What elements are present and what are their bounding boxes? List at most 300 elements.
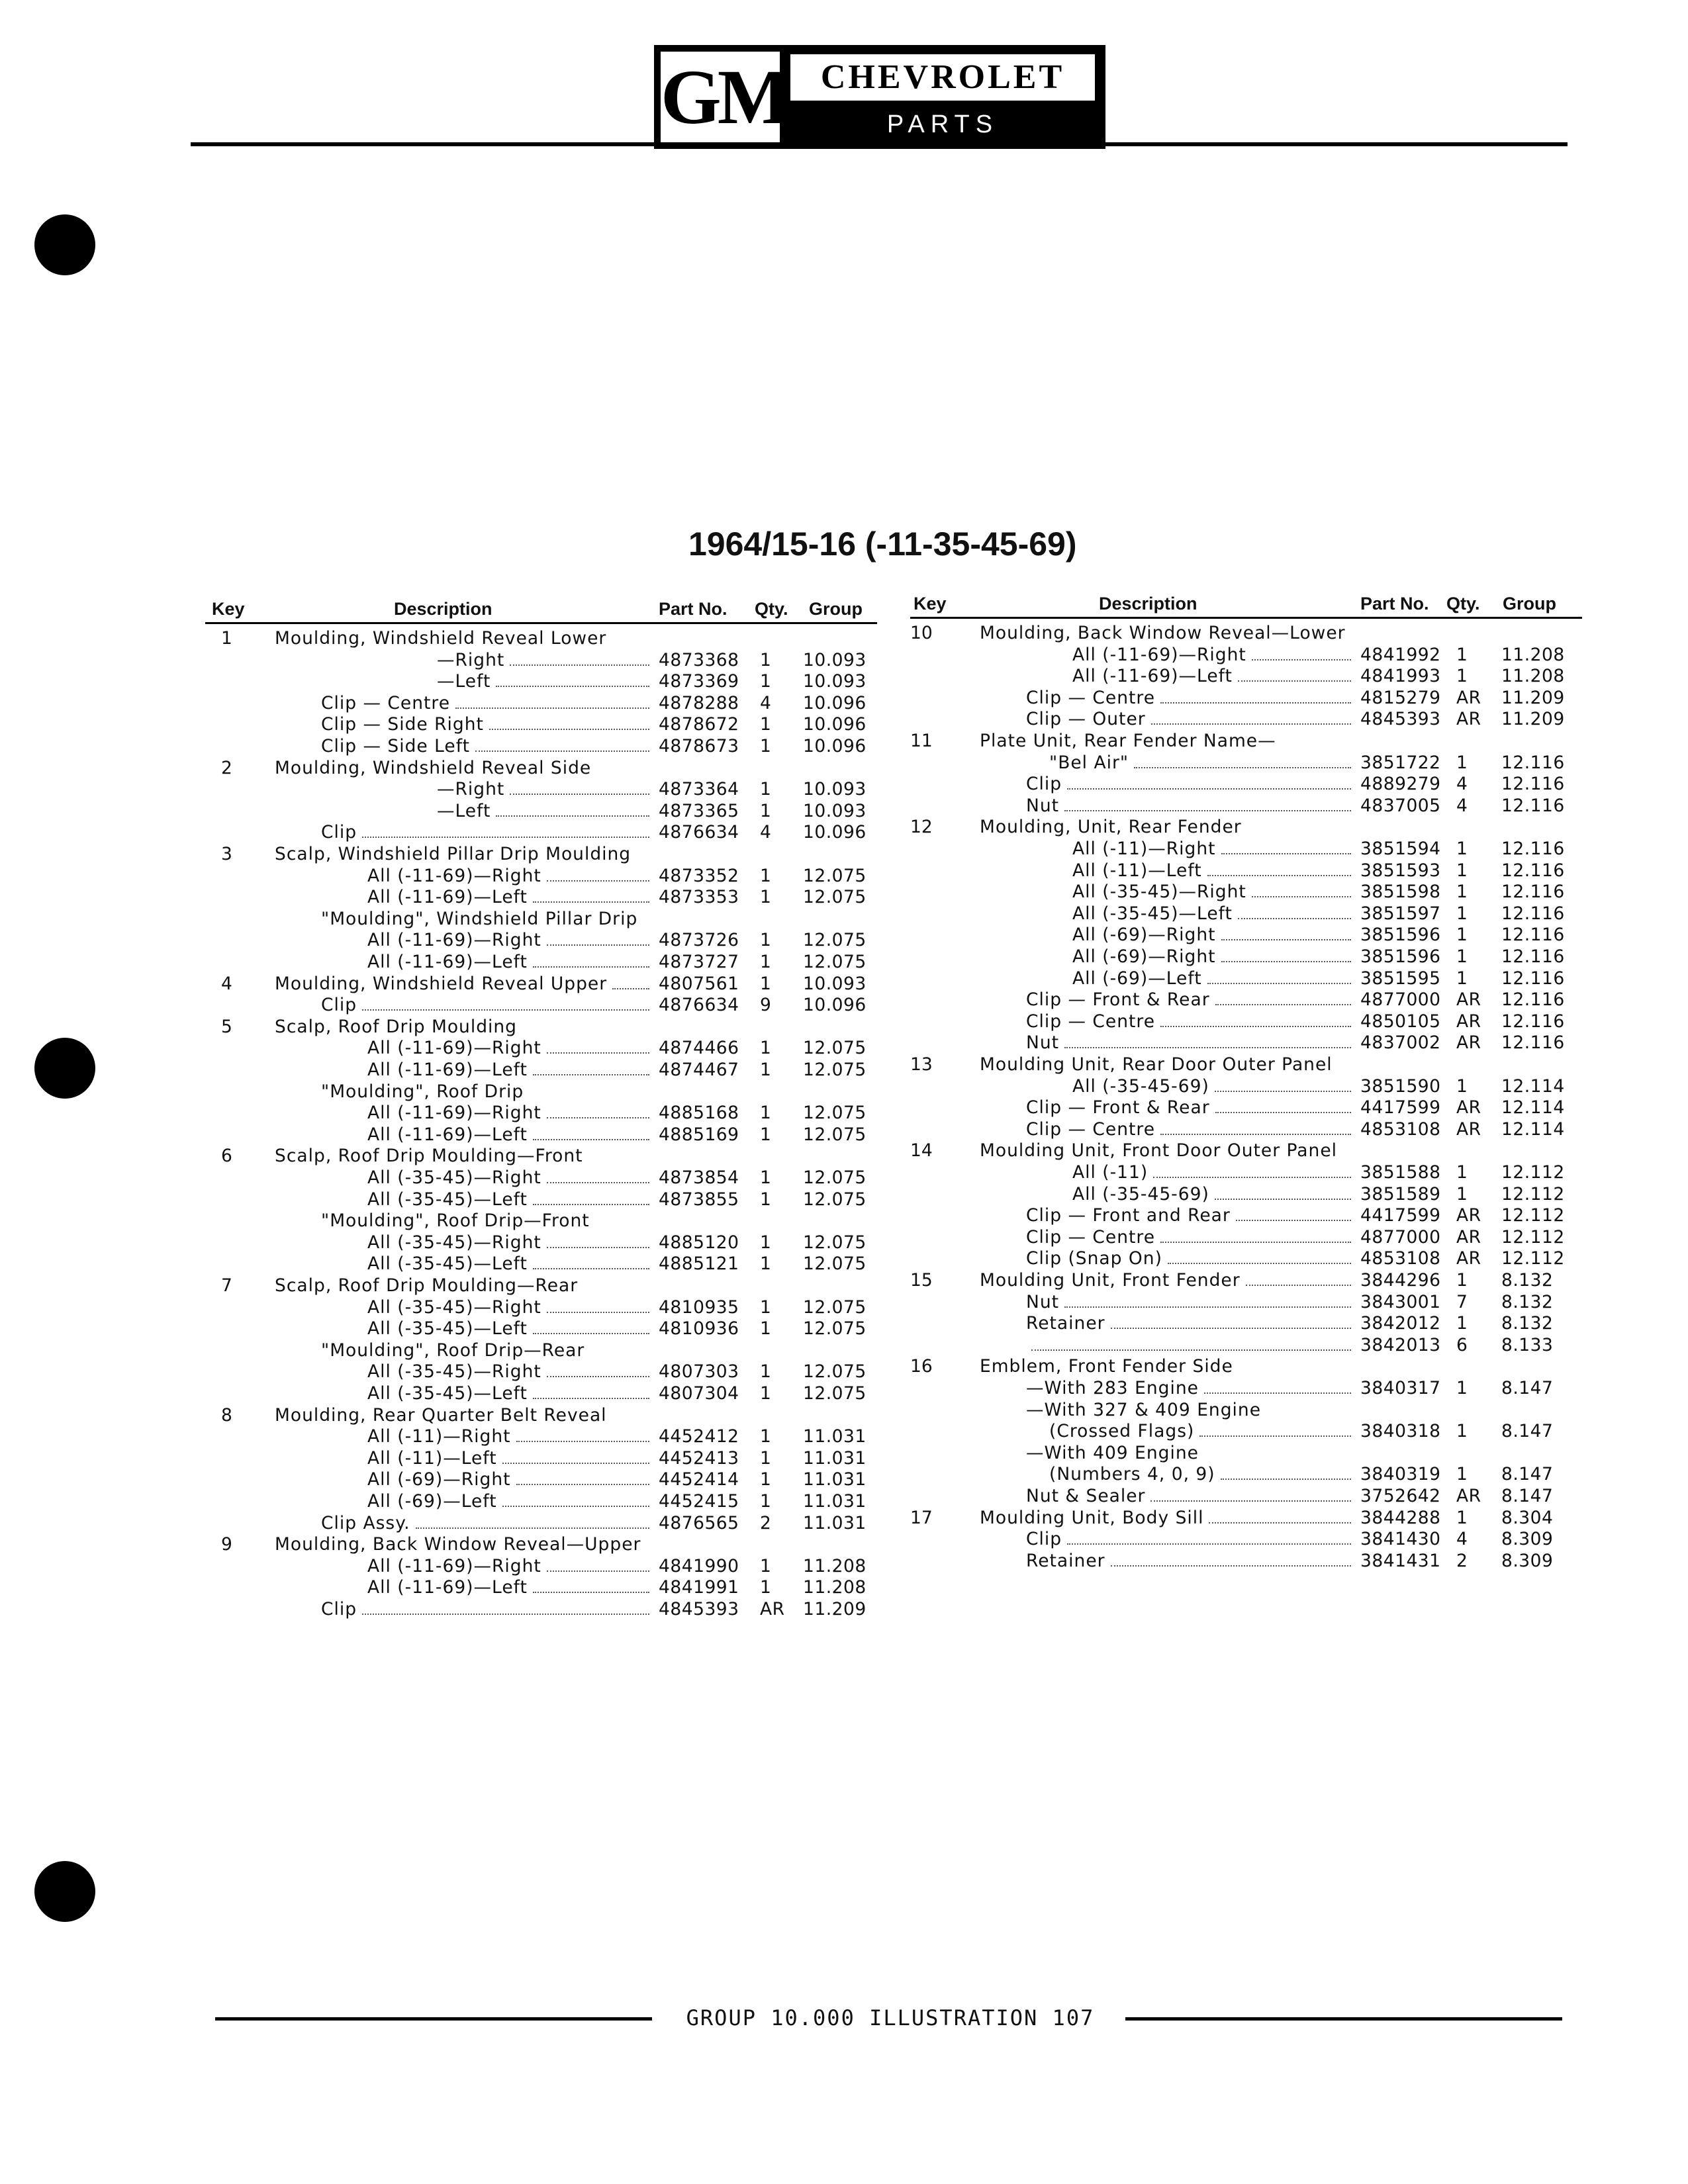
part-number: 4877000 <box>1360 1226 1441 1248</box>
table-row <box>205 1599 877 1620</box>
item-description: All (-35-45)—Right <box>1072 882 1246 903</box>
quantity: 1 <box>1456 925 1468 946</box>
table-row <box>910 1292 1582 1313</box>
table-row <box>910 752 1582 774</box>
leader-dots <box>1111 1551 1351 1567</box>
table-row <box>205 1146 877 1167</box>
table-row <box>205 758 877 779</box>
quantity: 1 <box>760 649 772 670</box>
table-row <box>205 1124 877 1146</box>
header-part-no: Part No. <box>659 599 727 619</box>
table-row <box>910 645 1582 666</box>
leader-dots <box>1067 1529 1351 1545</box>
leader-dots <box>516 1426 649 1442</box>
quantity: 1 <box>1456 1421 1468 1442</box>
part-number: 4452414 <box>659 1469 739 1490</box>
leader-dots <box>533 1577 649 1593</box>
quantity: 1 <box>1456 666 1468 687</box>
leader-dots <box>1221 946 1351 962</box>
leader-dots <box>547 1232 649 1248</box>
table-row <box>205 1060 877 1081</box>
footer-rule-right <box>1125 2017 1562 2021</box>
item-description: Clip — Side Left <box>321 736 470 756</box>
quantity: AR <box>1456 709 1481 730</box>
leader-dots <box>1064 1032 1351 1048</box>
table-row <box>910 968 1582 989</box>
leader-dots <box>1151 709 1351 725</box>
item-description: All (-11)—Right <box>1072 839 1216 859</box>
table-row <box>205 1318 877 1340</box>
table-row <box>910 1421 1582 1442</box>
part-number: 4873352 <box>659 865 739 886</box>
group-number: 8.304 <box>1501 1507 1554 1528</box>
group-number: 12.075 <box>803 930 867 951</box>
quantity: 7 <box>1456 1291 1468 1312</box>
quantity: AR <box>1456 1486 1481 1506</box>
table-row <box>205 995 877 1016</box>
item-description: All (-11-69)—Right <box>367 930 541 951</box>
group-number: 12.112 <box>1501 1183 1565 1205</box>
table-row <box>910 709 1582 730</box>
group-number: 12.116 <box>1501 752 1565 773</box>
part-number: 4873368 <box>659 649 739 670</box>
item-description: Clip — Centre <box>1026 1226 1156 1248</box>
group-number: 12.116 <box>1501 989 1565 1011</box>
part-number: 4810936 <box>659 1318 739 1340</box>
group-number: 11.031 <box>803 1491 867 1512</box>
leader-dots <box>1246 1270 1351 1286</box>
item-description: All (-35-45)—Left <box>367 1189 528 1210</box>
group-number: 11.208 <box>1501 666 1565 687</box>
item-description: All (-35-45)—Left <box>1072 903 1233 924</box>
table-row <box>205 1405 877 1426</box>
part-number: 4873364 <box>659 779 739 800</box>
part-number: 4873369 <box>659 671 739 692</box>
table-row <box>205 1469 877 1490</box>
leader-dots <box>533 1318 649 1334</box>
group-number: 10.093 <box>803 671 867 692</box>
group-number: 12.075 <box>803 1361 867 1383</box>
item-key: 11 <box>910 731 933 751</box>
table-row <box>205 1210 877 1232</box>
table-row <box>910 1400 1582 1421</box>
item-description: All (-69)—Right <box>1072 925 1216 946</box>
leader-dots <box>533 887 649 903</box>
table-row <box>205 1534 877 1555</box>
item-description: —With 327 & 409 Engine <box>1026 1399 1262 1420</box>
part-number: 4873365 <box>659 800 739 821</box>
part-number: 4876565 <box>659 1512 739 1533</box>
leader-dots <box>1252 645 1351 660</box>
table-row <box>205 974 877 995</box>
table-row <box>910 623 1582 644</box>
leader-dots <box>1209 1508 1351 1524</box>
quantity: 4 <box>1456 795 1468 816</box>
quantity: 1 <box>760 1060 772 1080</box>
item-description: Moulding, Windshield Reveal Lower <box>275 628 607 649</box>
part-number: 4878672 <box>659 714 739 735</box>
leader-dots <box>1168 1248 1351 1264</box>
leader-dots <box>1238 903 1351 919</box>
item-key: 9 <box>221 1534 232 1555</box>
header-group: Group <box>809 599 863 619</box>
table-body <box>205 624 877 1617</box>
item-description: Moulding, Windshield Reveal Side <box>275 757 592 778</box>
leader-dots <box>1064 796 1351 811</box>
item-description: Scalp, Roof Drip Moulding <box>275 1016 518 1037</box>
group-number: 8.132 <box>1501 1313 1554 1334</box>
part-number: 3840317 <box>1360 1378 1441 1398</box>
table-row <box>205 779 877 800</box>
quantity: 1 <box>760 952 772 972</box>
quantity: 1 <box>760 714 772 735</box>
group-number: 8.309 <box>1501 1529 1554 1550</box>
leader-dots <box>489 714 649 730</box>
part-number: 3851593 <box>1360 860 1441 881</box>
quantity: 1 <box>760 1361 772 1383</box>
leader-dots <box>362 822 649 838</box>
part-number: 3842013 <box>1360 1334 1441 1355</box>
leader-dots <box>547 1167 649 1183</box>
leader-dots <box>547 1361 649 1377</box>
group-number: 12.112 <box>1501 1205 1565 1226</box>
header-qty: Qty. <box>1446 594 1480 614</box>
table-row <box>910 1443 1582 1464</box>
part-number: 4874467 <box>659 1060 739 1080</box>
part-number: 3851722 <box>1360 752 1441 773</box>
part-number: 4807561 <box>659 973 739 994</box>
part-number: 3841431 <box>1360 1550 1441 1571</box>
group-number: 12.114 <box>1501 1097 1565 1118</box>
part-number: 3841430 <box>1360 1529 1441 1550</box>
quantity: 1 <box>1456 1313 1468 1334</box>
table-row <box>910 1508 1582 1529</box>
quantity: 1 <box>760 1232 772 1253</box>
item-description: All (-35-45)—Right <box>367 1167 541 1188</box>
quantity: AR <box>1456 1118 1481 1140</box>
part-number: 4878288 <box>659 692 739 713</box>
item-key: 4 <box>221 973 232 994</box>
quantity: AR <box>1456 989 1481 1011</box>
item-description: Clip — Centre <box>1026 687 1156 708</box>
table-row <box>205 671 877 692</box>
table-row <box>910 1011 1582 1032</box>
table-row <box>205 1491 877 1512</box>
item-description: "Moulding", Roof Drip—Rear <box>321 1340 585 1361</box>
gm-logo-mark: GM <box>661 52 780 142</box>
part-number: 4853108 <box>1360 1118 1441 1140</box>
part-number: 4850105 <box>1360 1011 1441 1032</box>
leader-dots <box>516 1469 649 1485</box>
item-description: Plate Unit, Rear Fender Name— <box>980 731 1276 751</box>
leader-dots <box>1064 1292 1351 1308</box>
item-description: —With 409 Engine <box>1026 1442 1199 1463</box>
header-part-no: Part No. <box>1360 594 1429 614</box>
item-description: Clip <box>321 822 357 843</box>
table-row <box>910 903 1582 925</box>
part-number: 3851589 <box>1360 1183 1441 1205</box>
item-key: 8 <box>221 1404 232 1426</box>
leader-dots <box>510 779 649 795</box>
item-description: Scalp, Windshield Pillar Drip Moulding <box>275 844 632 864</box>
table-row <box>205 822 877 843</box>
item-key: 3 <box>221 844 232 864</box>
item-description: "Moulding", Roof Drip—Front <box>321 1210 590 1232</box>
item-description: All (-11-69)—Right <box>1072 644 1246 665</box>
table-row <box>205 736 877 757</box>
part-number: 4841993 <box>1360 666 1441 687</box>
item-description: Moulding Unit, Body Sill <box>980 1507 1204 1528</box>
item-description: Moulding Unit, Rear Door Outer Panel <box>980 1054 1333 1075</box>
parts-table-right <box>910 584 1582 1571</box>
group-number: 10.093 <box>803 800 867 821</box>
item-description: Clip — Centre <box>1026 1011 1156 1032</box>
part-number: 4841990 <box>659 1555 739 1576</box>
table-row <box>205 1038 877 1059</box>
item-description: Scalp, Roof Drip Moulding—Front <box>275 1146 583 1167</box>
item-description: Clip — Front & Rear <box>1026 1097 1210 1118</box>
part-number: 4878673 <box>659 736 739 756</box>
item-description: Moulding, Back Window Reveal—Upper <box>275 1534 641 1555</box>
item-key: 17 <box>910 1507 933 1528</box>
quantity: AR <box>1456 687 1481 708</box>
group-number: 8.132 <box>1501 1291 1554 1312</box>
item-description: Clip (Snap On) <box>1026 1248 1162 1269</box>
part-number: 4874466 <box>659 1038 739 1059</box>
brand-name: CHEVROLET <box>790 54 1095 101</box>
part-number: 3844296 <box>1360 1270 1441 1291</box>
table-row <box>910 1205 1582 1226</box>
group-number: 8.147 <box>1501 1378 1554 1398</box>
quantity: 1 <box>760 736 772 756</box>
item-description: Nut <box>1026 795 1060 816</box>
table-row <box>205 1253 877 1275</box>
item-description: All (-35-45)—Right <box>367 1297 541 1318</box>
leader-dots <box>1215 989 1351 1005</box>
leader-dots <box>1221 925 1351 940</box>
group-number: 12.075 <box>803 1060 867 1080</box>
table-row <box>205 1232 877 1253</box>
quantity: AR <box>1456 1097 1481 1118</box>
item-description: Retainer <box>1026 1550 1105 1571</box>
item-key: 6 <box>221 1146 232 1167</box>
leader-dots <box>1204 1378 1351 1394</box>
item-description: —With 283 Engine <box>1026 1378 1199 1398</box>
item-description: Moulding Unit, Front Door Outer Panel <box>980 1140 1338 1161</box>
table-row <box>910 1140 1582 1161</box>
part-number: 4885169 <box>659 1124 739 1145</box>
item-description: All (-11-69)—Left <box>367 952 528 972</box>
table-row <box>205 1448 877 1469</box>
item-description: Nut & Sealer <box>1026 1486 1146 1506</box>
part-number: 4807303 <box>659 1361 739 1383</box>
group-number: 12.112 <box>1501 1162 1565 1183</box>
group-number: 11.208 <box>1501 644 1565 665</box>
group-number: 10.096 <box>803 822 867 843</box>
item-description: "Bel Air" <box>1049 752 1129 773</box>
quantity: 1 <box>1456 860 1468 881</box>
footer-rule-left <box>215 2017 652 2021</box>
item-key: 10 <box>910 623 933 643</box>
part-number: 3851590 <box>1360 1075 1441 1097</box>
quantity: 1 <box>760 671 772 692</box>
item-key: 5 <box>221 1016 232 1037</box>
table-body <box>910 619 1582 1571</box>
quantity: 1 <box>760 1447 772 1469</box>
leader-dots <box>1215 1184 1351 1200</box>
item-description: All (-69)—Right <box>367 1469 511 1490</box>
item-description: All (-35-45)—Right <box>367 1361 541 1383</box>
item-description: Clip <box>321 1599 357 1619</box>
table-row <box>205 930 877 951</box>
item-description: Clip — Side Right <box>321 714 484 735</box>
table-row <box>910 1551 1582 1572</box>
item-description: Clip <box>1026 1529 1062 1550</box>
part-number: 4841992 <box>1360 644 1441 665</box>
table-row <box>910 1227 1582 1248</box>
table-row <box>910 1162 1582 1183</box>
table-row <box>205 1577 877 1598</box>
group-number: 12.116 <box>1501 946 1565 967</box>
quantity: 1 <box>760 800 772 821</box>
item-description: All (-11-69)—Left <box>367 1124 528 1145</box>
item-description: Scalp, Roof Drip Moulding—Rear <box>275 1275 579 1296</box>
item-description: All (-11-69)—Left <box>367 887 528 908</box>
quantity: 1 <box>760 1253 772 1275</box>
group-number: 12.116 <box>1501 1032 1565 1054</box>
part-number: 4885121 <box>659 1253 739 1275</box>
item-description: Emblem, Front Fender Side <box>980 1356 1233 1377</box>
quantity: 1 <box>760 1124 772 1145</box>
group-number: 12.075 <box>803 1167 867 1188</box>
item-description: All (-35-45-69) <box>1072 1183 1209 1205</box>
table-row <box>910 1378 1582 1399</box>
table-row <box>910 817 1582 838</box>
quantity: 1 <box>760 1167 772 1188</box>
quantity: 4 <box>760 692 772 713</box>
leader-dots <box>496 801 649 817</box>
group-number: 12.075 <box>803 1103 867 1124</box>
leader-dots <box>533 1124 649 1140</box>
table-row <box>205 693 877 714</box>
table-row <box>205 1556 877 1577</box>
item-description: Clip Assy. <box>321 1512 410 1533</box>
item-description: All (-11-69)—Left <box>367 1060 528 1080</box>
leader-dots <box>496 671 649 687</box>
group-number: 12.112 <box>1501 1226 1565 1248</box>
part-number: 4417599 <box>1360 1205 1441 1226</box>
table-row <box>910 946 1582 968</box>
leader-dots <box>547 930 649 946</box>
quantity: 1 <box>760 1189 772 1210</box>
quantity: 1 <box>1456 1464 1468 1485</box>
table-header <box>205 589 877 624</box>
table-row <box>910 731 1582 752</box>
leader-dots <box>455 693 649 709</box>
item-description: All (-11-69)—Right <box>367 1555 541 1576</box>
part-number: 4873855 <box>659 1189 739 1210</box>
group-number: 12.075 <box>803 1189 867 1210</box>
item-description: All (-11-69)—Right <box>367 1103 541 1124</box>
part-number: 3843001 <box>1360 1291 1441 1312</box>
part-number: 4873854 <box>659 1167 739 1188</box>
table-row <box>910 1248 1582 1269</box>
group-number: 10.093 <box>803 649 867 670</box>
item-description: All (-69)—Left <box>1072 968 1202 989</box>
part-number: 4845393 <box>1360 709 1441 730</box>
leader-dots <box>1111 1313 1351 1329</box>
quantity: 1 <box>760 1383 772 1404</box>
leader-dots <box>533 1060 649 1075</box>
quantity: 1 <box>1456 968 1468 989</box>
table-row <box>910 796 1582 817</box>
item-description: Moulding, Rear Quarter Belt Reveal <box>275 1404 607 1426</box>
leader-dots <box>475 736 649 752</box>
quantity: 1 <box>760 1426 772 1447</box>
table-row <box>205 1189 877 1210</box>
item-description: All (-69)—Right <box>1072 946 1216 967</box>
part-number: 4873726 <box>659 930 739 951</box>
table-row <box>205 801 877 822</box>
group-number: 12.116 <box>1501 795 1565 816</box>
header-description: Description <box>1099 594 1197 614</box>
group-number: 12.116 <box>1501 882 1565 903</box>
table-row <box>205 714 877 735</box>
part-number: 4845393 <box>659 1599 739 1619</box>
item-key: 7 <box>221 1275 232 1296</box>
quantity: 1 <box>1456 1162 1468 1183</box>
leader-dots <box>1236 1205 1351 1221</box>
group-number: 8.147 <box>1501 1421 1554 1442</box>
table-row <box>910 989 1582 1011</box>
group-number: 8.133 <box>1501 1334 1554 1355</box>
group-number: 12.075 <box>803 887 867 908</box>
header-qty: Qty. <box>755 599 788 619</box>
group-number: 10.096 <box>803 692 867 713</box>
leader-dots <box>533 1383 649 1399</box>
quantity: 1 <box>1456 946 1468 967</box>
table-row <box>205 1017 877 1038</box>
leader-dots <box>502 1491 649 1507</box>
quantity: 4 <box>1456 1529 1468 1550</box>
table-row <box>205 952 877 973</box>
part-number: 4885120 <box>659 1232 739 1253</box>
table-row <box>910 1356 1582 1377</box>
group-number: 11.208 <box>803 1555 867 1576</box>
group-number: 12.116 <box>1501 1011 1565 1032</box>
leader-dots <box>1252 882 1351 897</box>
quantity: AR <box>1456 1248 1481 1269</box>
item-description: "Moulding", Windshield Pillar Drip <box>321 908 638 929</box>
group-number: 12.114 <box>1501 1075 1565 1097</box>
quantity: 1 <box>760 1577 772 1598</box>
quantity: 1 <box>1456 644 1468 665</box>
group-number: 12.116 <box>1501 774 1565 795</box>
table-row <box>205 1426 877 1447</box>
table-row <box>910 688 1582 709</box>
leader-dots <box>1160 1119 1351 1135</box>
item-description: All (-35-45)—Left <box>367 1253 528 1275</box>
item-description: —Left <box>437 800 491 821</box>
leader-dots <box>1221 839 1351 854</box>
leader-dots <box>1153 1162 1351 1178</box>
leader-dots <box>1134 752 1351 768</box>
group-number: 10.093 <box>803 973 867 994</box>
part-number: 4876634 <box>659 995 739 1016</box>
header-key: Key <box>212 599 245 619</box>
item-key: 1 <box>221 628 232 649</box>
group-number: 12.075 <box>803 865 867 886</box>
